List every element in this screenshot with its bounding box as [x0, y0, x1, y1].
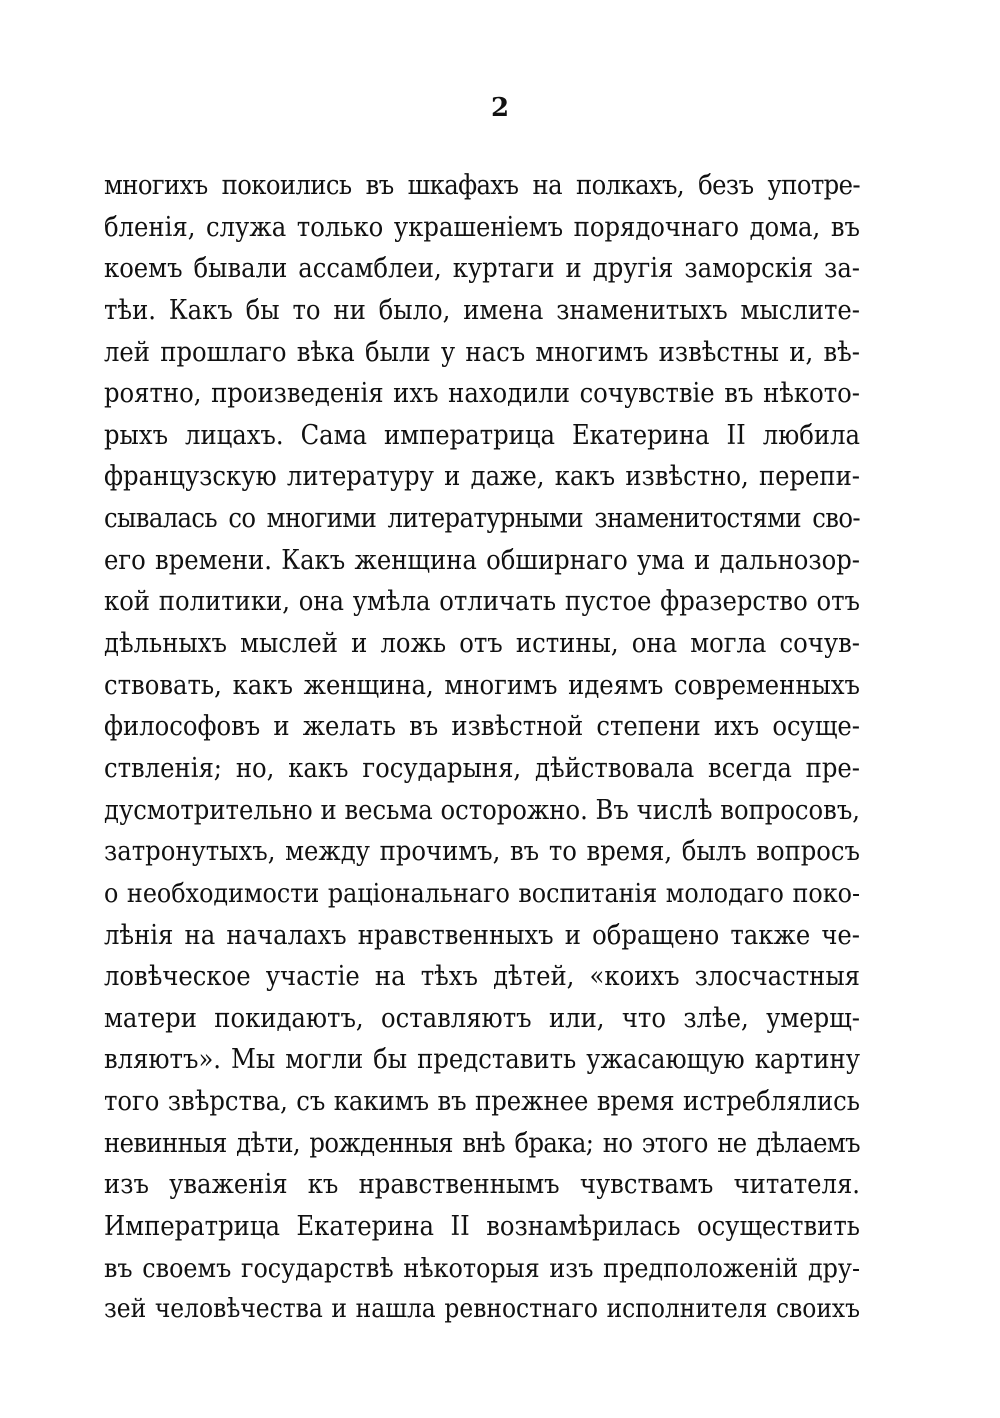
text-line: о необходимости раціональнаго воспитанія молодаго поко- [104, 877, 860, 909]
page-number: 2 [490, 93, 510, 123]
text-line: многихъ покоились въ шкафахъ на полкахъ, безъ употре- [104, 170, 860, 201]
text-line: кой политики, она умѣла отличать пустое фразерство отъ [104, 586, 860, 618]
text-line: вляютъ». Мы могли бы представить ужасающую картину [104, 1044, 860, 1076]
text-line: рыхъ лицахъ. Сама императрица Екатерина II любила [104, 419, 860, 451]
text-line: того звѣрства, съ какимъ въ прежнее время истреблялись [104, 1086, 860, 1118]
text-line: роятно, произведенія ихъ находили сочувствіе въ нѣкото- [104, 378, 860, 410]
text-line: ствовать, какъ женщина, многимъ идеямъ современныхъ [104, 669, 860, 701]
text-line: тѣи. Какъ бы то ни было, имена знаменитыхъ мыслите- [104, 294, 860, 326]
text-line: затронутыхъ, между прочимъ, въ то время, былъ вопросъ [104, 836, 860, 868]
text-line: Императрица Екатерина II вознамѣрилась осуществить [104, 1211, 860, 1243]
text-line: невинныя дѣти, рожденныя внѣ брака; но этого не дѣлаемъ [104, 1127, 860, 1159]
text-line: зей человѣчества и нашла ревностнаго исполнителя своихъ [104, 1294, 860, 1325]
text-line: бленія, служа только украшеніемъ порядочнаго дома, въ [104, 211, 860, 243]
text-line: въ своемъ государствѣ нѣкоторыя изъ предположеній дру- [104, 1252, 860, 1284]
text-line: ствленія; но, какъ государыня, дѣйствовала всегда пре- [104, 752, 860, 784]
text-line: его времени. Какъ женщина обширнаго ума и дальнозор- [104, 544, 860, 576]
text-line: сывалась со многими литературными знаменитостями сво- [104, 503, 860, 535]
text-line: коемъ бывали ассамблеи, куртаги и другія заморскія за- [104, 253, 860, 285]
body-text [104, 165, 860, 1331]
text-line: ловѣческое участіе на тѣхъ дѣтей, «коихъ злосчастныя [104, 961, 860, 993]
text-line: французскую литературу и даже, какъ извѣстно, перепи- [104, 461, 860, 493]
text-line: матери покидаютъ, оставляютъ или, что злѣе, умерщ- [104, 1002, 860, 1034]
text-line: лей прошлаго вѣка были у насъ многимъ извѣстны и, вѣ- [104, 336, 860, 368]
text-line: изъ уваженія къ нравственнымъ чувствамъ читателя. [104, 1169, 860, 1201]
text-line: философовъ и желать въ извѣстной степени ихъ осуще- [104, 711, 860, 743]
text-line: дусмотрительно и весьма осторожно. Въ числѣ вопросовъ, [104, 794, 860, 826]
text-line: дѣльныхъ мыслей и ложь отъ истины, она могла сочув- [104, 628, 860, 660]
text-line: лѣнія на началахъ нравственныхъ и обращено также че- [104, 919, 860, 951]
